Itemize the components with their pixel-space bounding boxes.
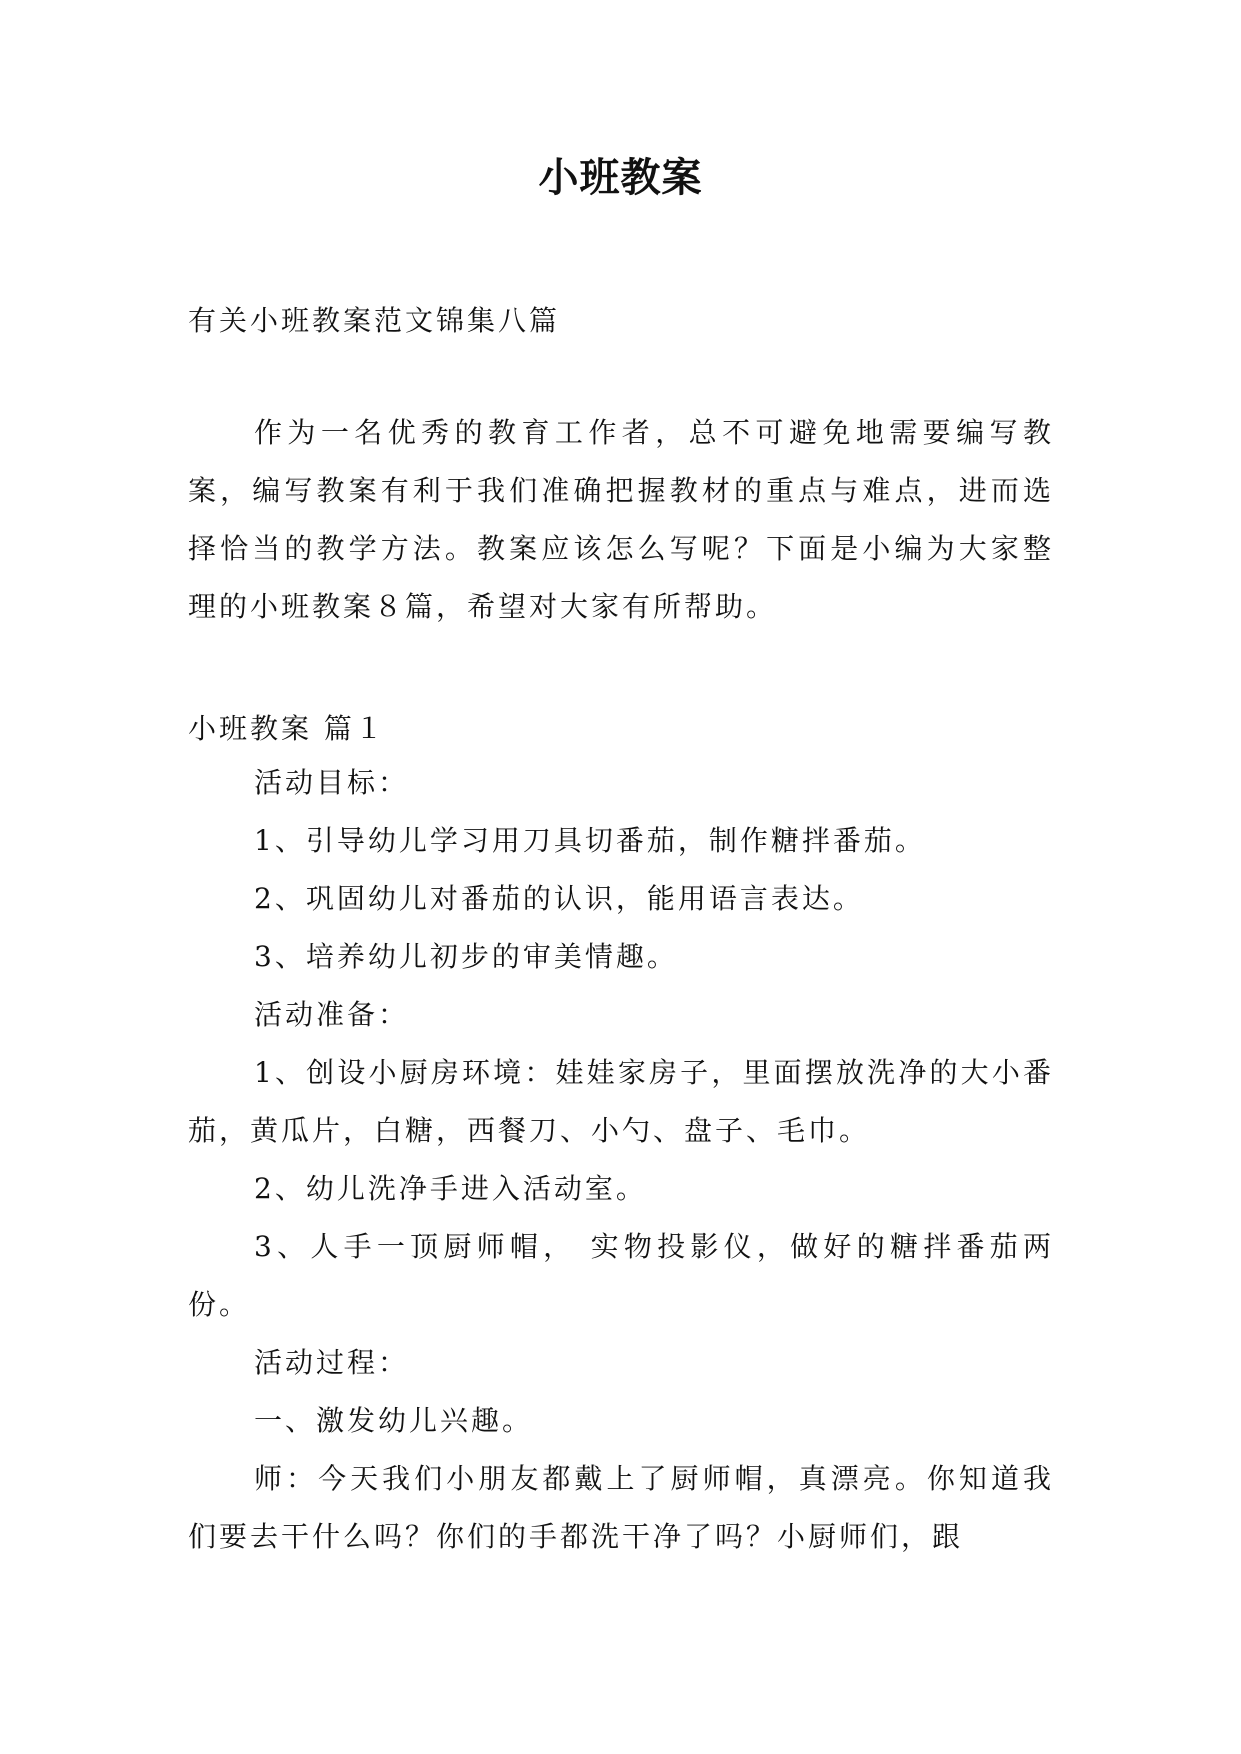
paragraph: 师：今天我们小朋友都戴上了厨师帽，真漂亮。你知道我们要去干什么吗？你们的手都洗干净了吗？小厨师们，跟 bbox=[188, 1462, 1054, 1553]
paragraph: 2、幼儿洗净手进入活动室。 bbox=[254, 1172, 647, 1205]
document-subtitle: 有关小班教案范文锦集八篇 bbox=[188, 304, 561, 337]
paragraph: 2、巩固幼儿对番茄的认识，能用语言表达。 bbox=[254, 882, 864, 915]
paragraph: 1、引导幼儿学习用刀具切番茄，制作糖拌番茄。 bbox=[254, 824, 926, 857]
intro-paragraph: 作为一名优秀的教育工作者，总不可避免地需要编写教案，编写教案有利于我们准确把握教材的重点与难点，进而选择恰当的教学方法。教案应该怎么写呢？下面是小编为大家整理的小班教案８篇，希望对大家有所帮助。 bbox=[188, 416, 1054, 623]
paragraph: 3、培养幼儿初步的审美情趣。 bbox=[254, 940, 678, 973]
paragraph: 1、创设小厨房环境：娃娃家房子，里面摆放洗净的大小番茄，黄瓜片，白糖，西餐刀、小勺、盘子、毛巾。 bbox=[188, 1056, 1054, 1147]
paragraph: 一、激发幼儿兴趣。 bbox=[254, 1404, 534, 1437]
paragraph: 活动目标： bbox=[254, 766, 410, 799]
paragraph: 活动过程： bbox=[254, 1346, 410, 1379]
paragraph: 活动准备： bbox=[254, 998, 410, 1031]
document-title: 小班教案 bbox=[538, 154, 703, 201]
section-heading: 小班教案 篇１ bbox=[188, 712, 386, 745]
paragraph: 3、人手一顶厨师帽， 实物投影仪，做好的糖拌番茄两份。 bbox=[188, 1230, 1054, 1321]
section-body bbox=[188, 754, 1054, 1566]
